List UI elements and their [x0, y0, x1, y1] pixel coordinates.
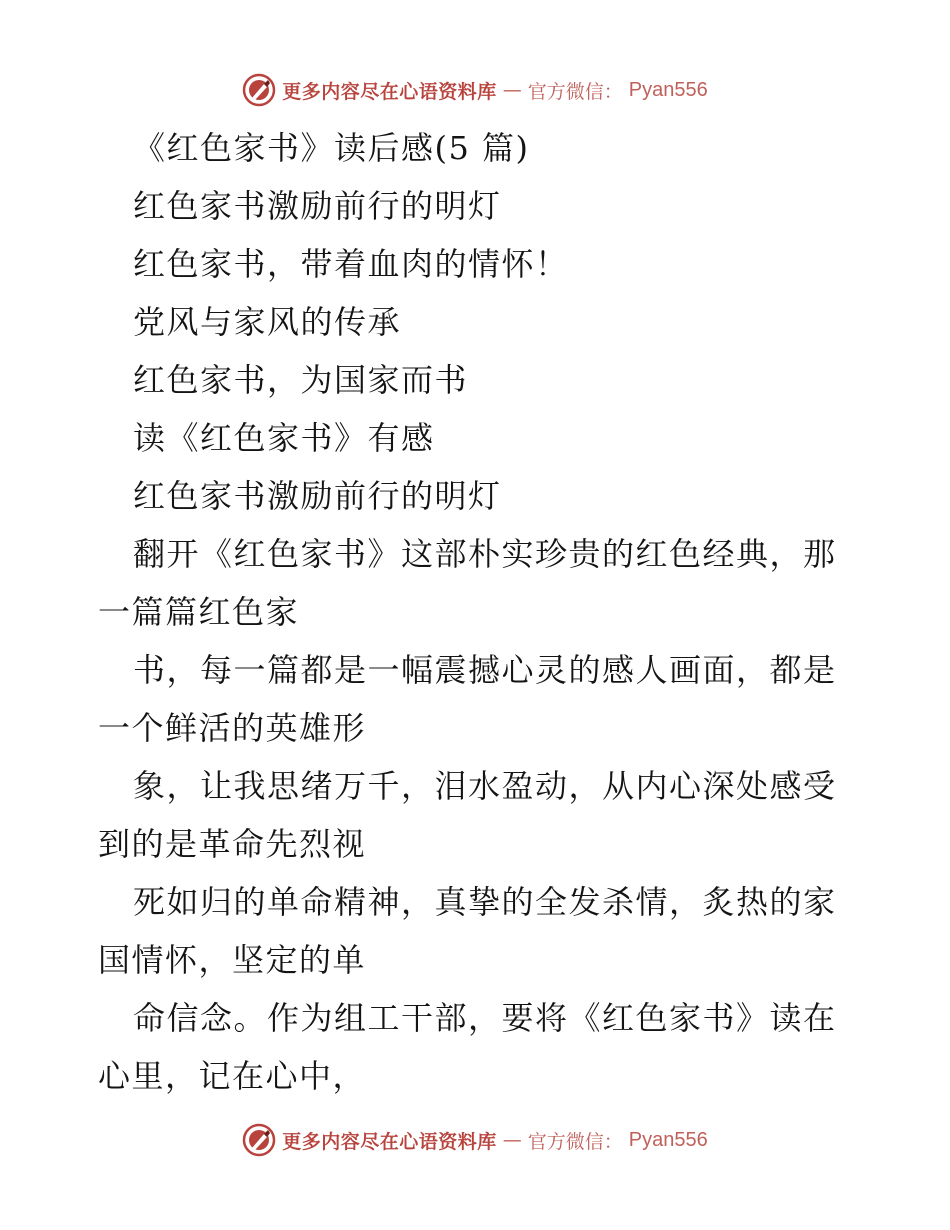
wechat-id: Pyan556 — [628, 78, 708, 101]
text-line: 一篇篇红色家 — [98, 593, 300, 631]
text-line: 象，让我思绪万千，泪水盈动，从内心深处感受 — [133, 767, 837, 805]
banner-separator: — — [502, 79, 522, 101]
text-line: 心里，记在心中， — [98, 1057, 367, 1095]
document-title: 《红色家书》读后感(5 篇) — [133, 129, 530, 167]
banner-separator: — — [502, 1129, 522, 1151]
pen-logo-icon — [242, 1123, 276, 1157]
text-line: 翻开《红色家书》这部朴实珍贵的红色经典，那 — [133, 535, 837, 573]
text-line: 命信念。作为组工干部，要将《红色家书》读在 — [133, 999, 837, 1037]
wechat-label: 官方微信： — [527, 80, 623, 103]
text-line: 读《红色家书》有感 — [133, 419, 435, 457]
header-banner — [0, 70, 950, 110]
text-line: 红色家书，为国家而书 — [133, 361, 469, 399]
wechat-id: Pyan556 — [628, 1128, 708, 1151]
text-line: 红色家书激励前行的明灯 — [133, 187, 502, 225]
text-line: 红色家书，带着血肉的情怀！ — [133, 245, 569, 283]
footer-banner — [0, 1120, 950, 1160]
text-line: 一个鲜活的英雄形 — [98, 709, 367, 747]
text-line: 死如归的单命精神，真挚的全发杀情，炙热的家 — [133, 883, 837, 921]
banner-text: 更多内容尽在心语资料库 — [282, 80, 497, 103]
text-line: 党风与家风的传承 — [133, 303, 402, 341]
pen-logo-icon — [242, 73, 276, 107]
section-heading: 红色家书激励前行的明灯 — [133, 477, 502, 515]
banner-text: 更多内容尽在心语资料库 — [282, 1130, 497, 1153]
text-line: 到的是革命先烈视 — [98, 825, 367, 863]
text-line: 书，每一篇都是一幅震撼心灵的感人画面，都是 — [133, 651, 837, 689]
text-line: 国情怀，坚定的单 — [98, 941, 367, 979]
wechat-label: 官方微信： — [527, 1130, 623, 1153]
